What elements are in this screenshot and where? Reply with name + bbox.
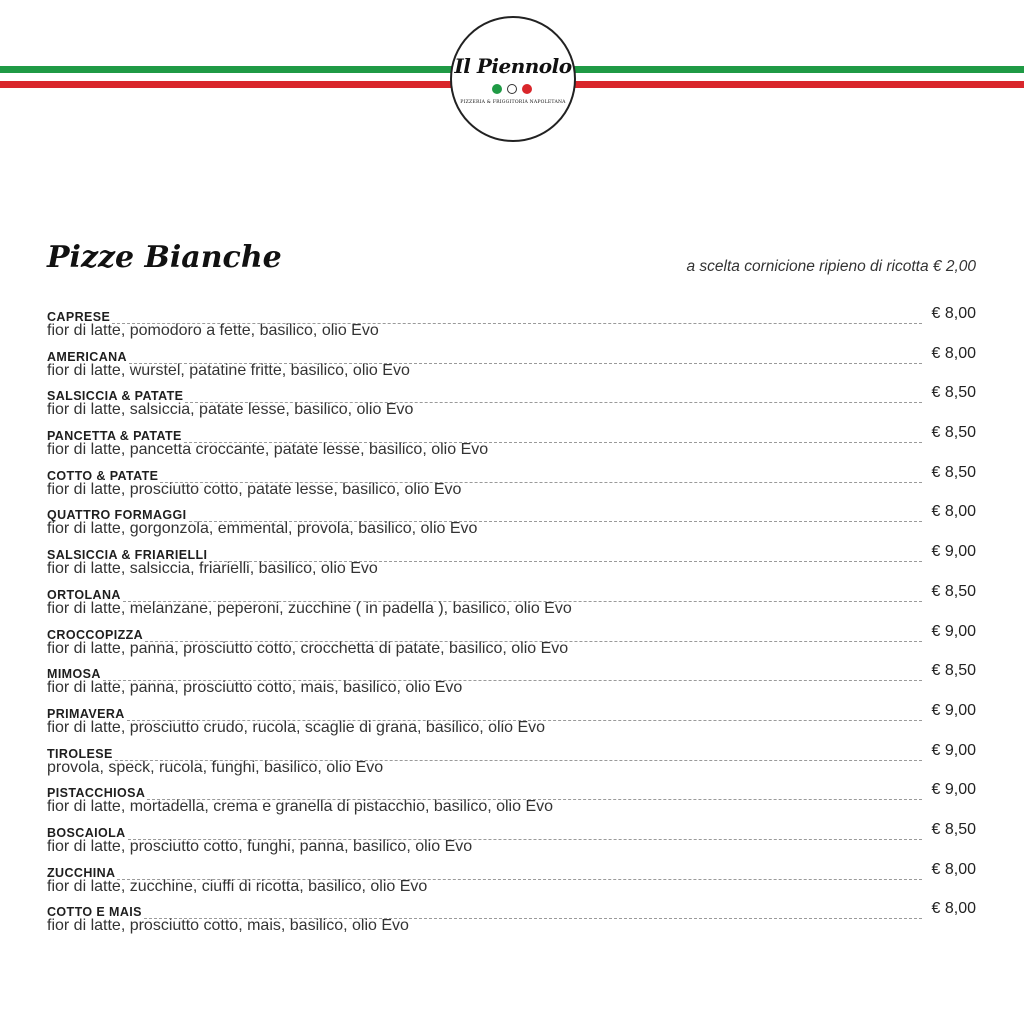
brand-name: Il Piennolo bbox=[454, 54, 572, 78]
menu-item bbox=[47, 697, 976, 737]
menu-item-name: TIROLESE bbox=[47, 746, 113, 761]
menu-item bbox=[47, 578, 976, 618]
menu-item-price: € 8,50 bbox=[931, 463, 976, 481]
menu-item-price: € 8,50 bbox=[931, 582, 976, 600]
menu-item-description: fior di latte, prosciutto crudo, rucola, scaglie di grana, basilico, olio Evo bbox=[47, 718, 546, 736]
menu-item-price: € 9,00 bbox=[931, 741, 976, 759]
menu-item-price: € 9,00 bbox=[931, 781, 976, 799]
menu-item-price: € 8,50 bbox=[931, 384, 976, 402]
menu-item-name: QUATTRO FORMAGGI bbox=[47, 508, 187, 523]
green-dot-icon bbox=[492, 84, 502, 94]
menu-item-description: fior di latte, melanzane, peperoni, zucchine ( in padella ), basilico, olio Evo bbox=[47, 599, 572, 617]
menu-item-description: provola, speck, rucola, funghi, basilico, olio Evo bbox=[47, 758, 384, 776]
menu-item-name: CAPRESE bbox=[47, 310, 111, 324]
menu-item bbox=[47, 340, 976, 380]
menu-item bbox=[47, 538, 976, 578]
menu-item-name: CROCCOPIZZA bbox=[47, 627, 144, 642]
menu-item-price: € 8,00 bbox=[931, 860, 976, 878]
brand-logo bbox=[450, 16, 576, 142]
menu-item-description: fior di latte, pomodoro a fette, basilico, olio Evo bbox=[47, 322, 379, 339]
menu-item-name: AMERICANA bbox=[47, 349, 127, 364]
menu-item bbox=[47, 816, 976, 856]
menu-item-price: € 8,50 bbox=[931, 820, 976, 838]
section-title: Pizze Bianche bbox=[47, 240, 282, 275]
menu-item bbox=[47, 300, 976, 340]
brand-tagline: PIZZERIA & FRIGGITORIA NAPOLETANA bbox=[460, 100, 566, 105]
menu-item-price: € 9,00 bbox=[931, 622, 976, 640]
menu-item bbox=[47, 737, 976, 777]
menu-item-name: COTTO E MAIS bbox=[47, 905, 142, 920]
menu-item bbox=[47, 895, 976, 935]
menu-item-name: MIMOSA bbox=[47, 667, 101, 682]
menu-item-description: fior di latte, pancetta croccante, patate lesse, basilico, olio Evo bbox=[47, 441, 489, 459]
menu-item-price: € 8,00 bbox=[931, 503, 976, 521]
menu-item-price: € 8,50 bbox=[931, 662, 976, 680]
menu-item-name: COTTO & PATATE bbox=[47, 468, 159, 483]
menu-item-description: fior di latte, salsiccia, friarielli, basilico, olio Evo bbox=[47, 560, 378, 578]
menu-item-name: PISTACCHIOSA bbox=[47, 786, 146, 801]
menu-item-name: SALSICCIA & PATATE bbox=[47, 389, 184, 404]
menu-item-name: BOSCAIOLA bbox=[47, 825, 126, 840]
menu-list bbox=[47, 300, 976, 935]
tricolor-dots-icon bbox=[492, 84, 534, 95]
menu-item-price: € 8,00 bbox=[931, 305, 976, 322]
menu-item-name: PRIMAVERA bbox=[47, 706, 125, 721]
section-note: a scelta cornicione ripieno di ricotta € 2,00 bbox=[686, 258, 976, 275]
red-dot-icon bbox=[522, 84, 532, 94]
menu-item bbox=[47, 856, 976, 896]
menu-item bbox=[47, 379, 976, 419]
menu-item-price: € 9,00 bbox=[931, 543, 976, 561]
menu-item-name: PANCETTA & PATATE bbox=[47, 429, 182, 444]
menu-item-price: € 9,00 bbox=[931, 701, 976, 719]
menu-item-description: fior di latte, prosciutto cotto, mais, basilico, olio Evo bbox=[47, 917, 409, 935]
menu-item-description: fior di latte, panna, prosciutto cotto, crocchetta di patate, basilico, olio Evo bbox=[47, 639, 569, 657]
menu-item-description: fior di latte, panna, prosciutto cotto, mais, basilico, olio Evo bbox=[47, 679, 463, 697]
menu-item-description: fior di latte, wurstel, patatine fritte, basilico, olio Evo bbox=[47, 361, 410, 379]
menu-item bbox=[47, 776, 976, 816]
menu-item-name: ZUCCHINA bbox=[47, 865, 116, 880]
menu-item bbox=[47, 419, 976, 459]
menu-item-description: fior di latte, mortadella, crema e granella di pistacchio, basilico, olio Evo bbox=[47, 798, 554, 816]
menu-item-description: fior di latte, salsiccia, patate lesse, basilico, olio Evo bbox=[47, 401, 414, 419]
menu-item bbox=[47, 459, 976, 499]
menu-item-description: fior di latte, prosciutto cotto, patate lesse, basilico, olio Evo bbox=[47, 480, 462, 498]
menu-item-price: € 8,50 bbox=[931, 424, 976, 442]
menu-item-description: fior di latte, prosciutto cotto, funghi, panna, basilico, olio Evo bbox=[47, 837, 473, 855]
menu-item-name: ORTOLANA bbox=[47, 587, 121, 602]
white-dot-icon bbox=[507, 84, 517, 94]
menu-item bbox=[47, 618, 976, 658]
menu-item-description: fior di latte, gorgonzola, emmental, provola, basilico, olio Evo bbox=[47, 520, 478, 538]
menu-item-price: € 8,00 bbox=[931, 344, 976, 362]
menu-item bbox=[47, 498, 976, 538]
menu-item-description: fior di latte, zucchine, ciuffi di ricotta, basilico, olio Evo bbox=[47, 877, 428, 895]
menu-item bbox=[47, 657, 976, 697]
menu-item-name: SALSICCIA & FRIARIELLI bbox=[47, 548, 208, 563]
menu-item-price: € 8,00 bbox=[931, 900, 976, 918]
